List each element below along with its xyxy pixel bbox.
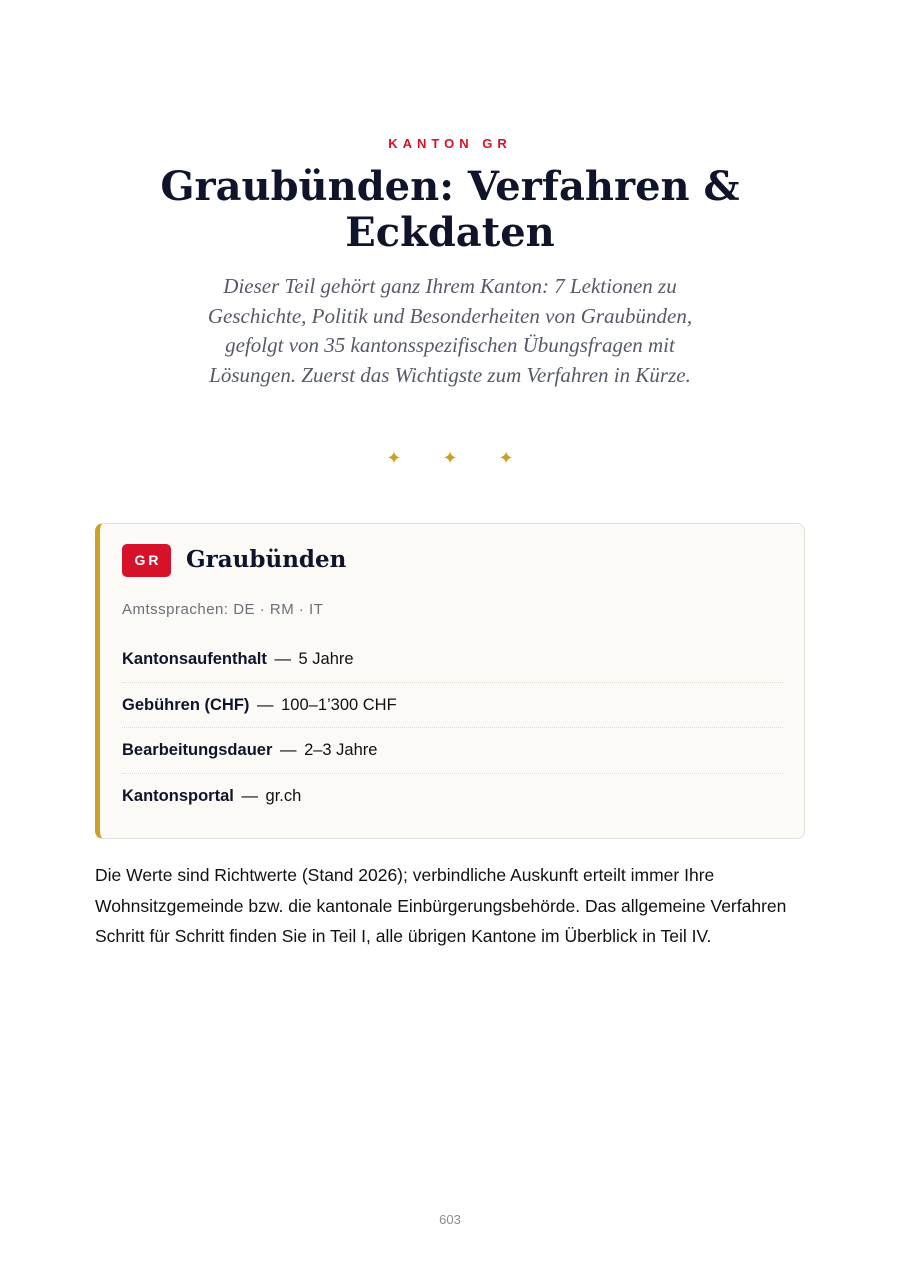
star-ornament-icon: ✦ ✦ ✦ bbox=[386, 448, 532, 468]
fact-value: 100–1’300 CHF bbox=[281, 695, 397, 714]
fact-label: Kantonsportal bbox=[122, 786, 234, 805]
canton-badge: GR bbox=[122, 544, 171, 577]
fact-separator: — bbox=[274, 650, 291, 668]
canton-info-card bbox=[95, 523, 805, 839]
fact-list bbox=[122, 637, 783, 819]
fact-row bbox=[122, 683, 783, 729]
lead-paragraph: Dieser Teil gehört ganz Ihrem Kanton: 7 Lektionen zu Geschichte, Politik und Besonderheiten von Graubünden, gefolgt von 35 kantonsspezifischen Übungsfragen mit Lösungen. Zuerst das Wichtigste zum Verfahren in Kürze. bbox=[207, 274, 693, 387]
section-kicker: KANTON GR bbox=[388, 136, 512, 151]
page-number: 603 bbox=[439, 1212, 461, 1227]
official-languages: Amtssprachen: DE · RM · IT bbox=[122, 601, 324, 618]
fact-row bbox=[122, 637, 783, 683]
fact-value: 2–3 Jahre bbox=[304, 741, 378, 760]
disclaimer-note: Die Werte sind Richtwerte (Stand 2026); verbindliche Auskunft erteilt immer Ihre Wohnsitzgemeinde bzw. die kantonale Einbürgerungsbehörde. Das allgemeine Verfahren Schritt für Schritt finden Sie in Teil I, alle übrigen Kantone im Überblick in Teil IV. bbox=[95, 865, 787, 946]
fact-separator: — bbox=[241, 786, 258, 805]
fact-label: Bearbeitungsdauer bbox=[122, 741, 273, 760]
fact-value: gr.ch bbox=[265, 786, 302, 805]
fact-separator: — bbox=[279, 741, 297, 760]
fact-separator: — bbox=[257, 695, 274, 714]
fact-row bbox=[122, 728, 783, 774]
fact-label: Gebühren (CHF) bbox=[122, 695, 250, 714]
canton-name: Graubünden bbox=[186, 546, 347, 573]
fact-value: 5 Jahre bbox=[298, 650, 354, 668]
fact-row bbox=[122, 774, 783, 820]
fact-label: Kantonsaufenthalt bbox=[122, 650, 267, 668]
page-title: Graubünden: Verfahren & Eckdaten bbox=[160, 163, 740, 256]
